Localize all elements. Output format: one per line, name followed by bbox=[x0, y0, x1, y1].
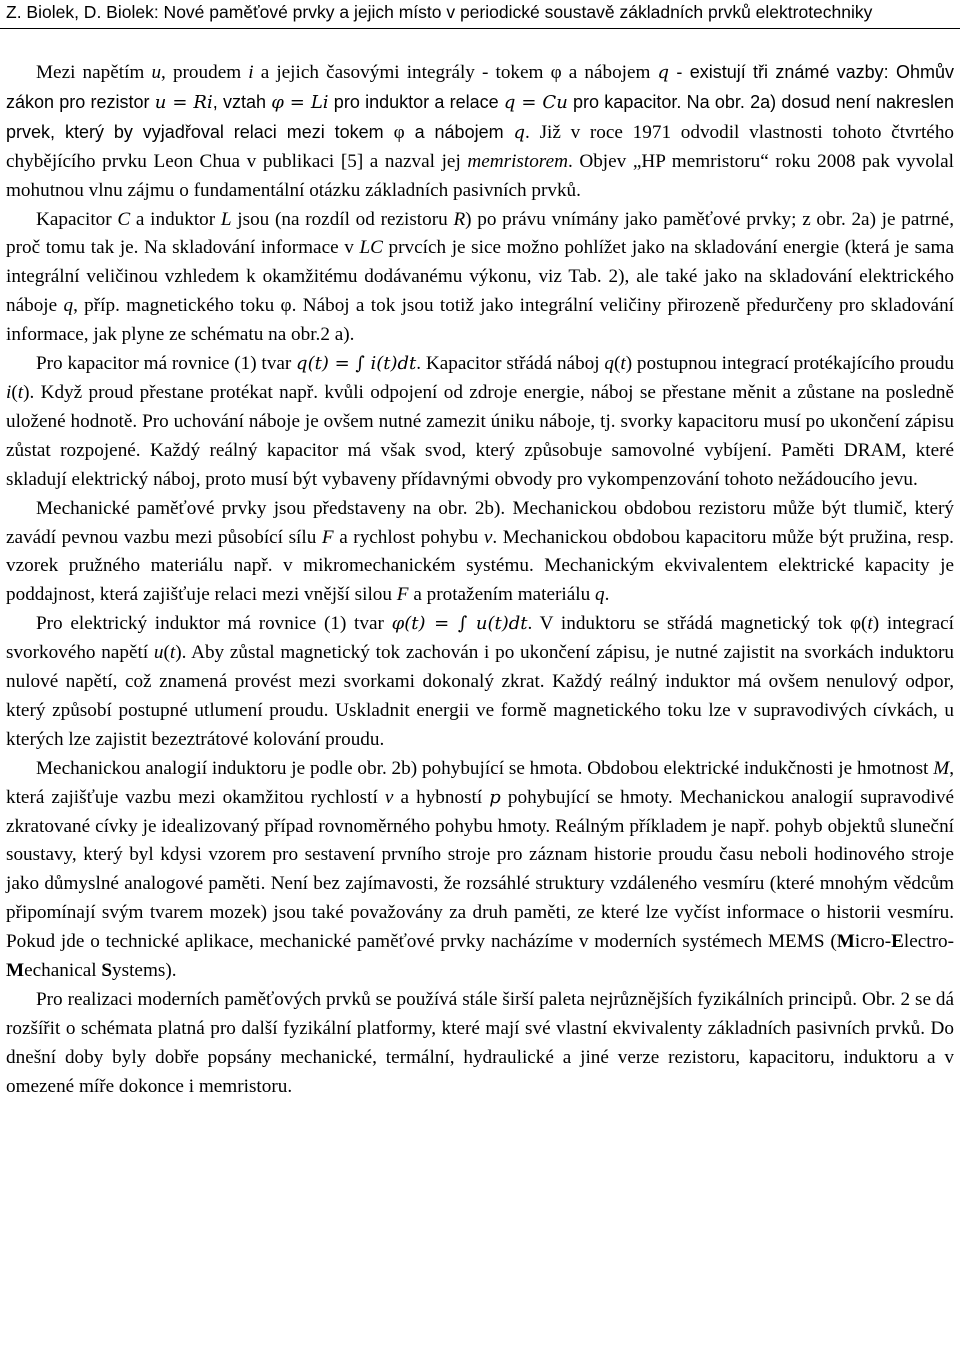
text: a jejich časovými integrály - tokem bbox=[253, 62, 551, 83]
text: ystems). bbox=[112, 960, 177, 982]
text: a nábojem bbox=[561, 62, 658, 83]
symbol-phi: φ bbox=[550, 62, 562, 83]
text: , která zajišťuje vazbu mezi okamžitou rychlostí bbox=[6, 757, 954, 808]
text: , příp. magnetického toku bbox=[73, 295, 281, 317]
text: pro induktor a relace bbox=[328, 91, 504, 112]
text: Kapacitor bbox=[36, 208, 118, 230]
text: ( bbox=[11, 381, 18, 403]
paragraph-mechanical-inductor bbox=[6, 755, 954, 986]
symbol-LC: LC bbox=[359, 237, 383, 259]
text: , vztah bbox=[212, 91, 272, 112]
text: ). Když proud přestane protékat např. kvůli odpojení od zdroje energie, náboj se přestane měnit a zůstane na posledně uložené hodnotě. Pro uchování náboje je ovšem nutné zamezit úniku náboje, tj. svorky kapacitoru musí po ukončení zápisu zůstat rozpojené. Každý reálný kapacitor má však svod, který způsobuje samovolné vybíjení. Paměti DRAM, které skladují elektrický náboj, proto musí být vybaveny přídavnými obvody pro vykompenzování tohoto nežádoucího jevu. bbox=[6, 381, 954, 490]
symbol-M: M bbox=[933, 757, 950, 779]
text: . bbox=[604, 584, 610, 606]
paragraph-inductor bbox=[6, 610, 954, 755]
symbol-u: u bbox=[151, 62, 162, 83]
paragraph-memory-elements bbox=[6, 206, 954, 351]
text: ) postupnou integrací protékajícího proudu bbox=[625, 353, 955, 375]
symbol-F: F bbox=[321, 526, 334, 548]
text: a induktor bbox=[130, 208, 221, 230]
symbol-q: q bbox=[63, 295, 74, 317]
symbol-v: v bbox=[483, 526, 493, 548]
symbol-R: R bbox=[453, 208, 466, 230]
acronym-letter: S bbox=[101, 960, 113, 982]
equation-capacitor: q = Cu bbox=[503, 91, 568, 113]
text: lectro- bbox=[903, 931, 954, 953]
symbol-phi: φ bbox=[849, 613, 862, 635]
symbol-t: t bbox=[169, 642, 176, 664]
text: a rychlost pohybu bbox=[333, 526, 484, 548]
text: jsou (na rozdíl od rezistoru bbox=[231, 208, 454, 230]
header-rule bbox=[0, 28, 960, 29]
text: ( bbox=[861, 613, 868, 635]
text: a hybností bbox=[393, 786, 490, 808]
running-header: Z. Biolek, D. Biolek: Nové paměťové prvky a jejich místo v periodické soustavě základních prvků elektrotechniky bbox=[6, 2, 873, 22]
text: , proudem bbox=[161, 62, 249, 83]
text: a nábojem bbox=[404, 121, 514, 142]
term-memristor: memristorem bbox=[467, 150, 568, 172]
symbol-F: F bbox=[396, 584, 409, 606]
symbol-u: u bbox=[153, 642, 164, 664]
text: ( bbox=[614, 353, 621, 375]
symbol-C: C bbox=[117, 208, 131, 230]
body-text bbox=[6, 58, 954, 1102]
symbol-i: i bbox=[248, 62, 254, 83]
paragraph-physical-principles bbox=[6, 986, 954, 1102]
text: pohybující se hmoty. Mechanickou analogií supravodivé zkratované cívky je idealizovaný případ rovnoměrného pohybu hmoty. Reálným příkladem je např. pohyb objektů sluneční soustavy, který byl kdysi vzorem pro sestavení prvního stroje pro záznam historie proudu času neboli hodinového stroje jako důmyslné analogové paměti. Není bez zajímavosti, že rozsáhlé struktury vzdáleného vesmíru (které mnohým vědcům připomínají svým tvarem mozek) jsou také považovány za druh paměti, ze které lze vyčíst informace o historii vesmíru. Pokud jde o technické aplikace, mechanické paměťové prvky nacházíme v moderních systémech MEMS ( bbox=[6, 786, 954, 953]
text: Pro realizaci moderních paměťových prvků se používá stále širší paleta nejrůznějších fyzikálních principů. Obr. 2 se dá rozšířit o schémata platná pro další fyzikální platformy, které mají své vlastní ekvivalenty základních pasivních prvků. Do dnešní doby byly dobře popsány mechanické, termální, hydraulické a jiné verze rezistoru, kapacitoru, induktoru a v omezené míře dokonce i memristoru. bbox=[6, 989, 954, 1097]
text: Pro kapacitor má rovnice (1) tvar bbox=[36, 353, 297, 375]
symbol-q: q bbox=[513, 121, 526, 143]
text: pro kapacitor. Na obr. 2a) dosud není nakreslen prvek, který by vyjadřoval relaci mezi tokem bbox=[6, 91, 954, 142]
symbol-t: t bbox=[620, 353, 626, 375]
text: a protažením materiálu bbox=[408, 584, 595, 606]
symbol-phi: φ bbox=[280, 295, 292, 317]
equation-inductor: φ = Li bbox=[271, 91, 329, 113]
text: prvcích je sice možno pohlížet jako na skladování energie (která je sama integrální veličinou vzhledem k okamžitému dodávanému výkonu, viz Tab. 2), ale také jako na skladování elektrického náboje bbox=[6, 237, 954, 317]
text: . Již v roce 1971 odvodil vlastnosti tohoto čtvrtého chybějícího prvku Leon Chua v publikaci [5] a nazval jej bbox=[6, 121, 955, 172]
text: icro- bbox=[854, 931, 892, 953]
acronym-letter: M bbox=[836, 931, 855, 953]
symbol-v: v bbox=[384, 786, 394, 808]
paragraph-mechanical bbox=[6, 495, 954, 611]
symbol-L: L bbox=[220, 208, 232, 230]
symbol-q: q bbox=[657, 62, 670, 83]
text: ( bbox=[163, 642, 170, 664]
paragraph-capacitor bbox=[6, 350, 954, 495]
symbol-t: t bbox=[867, 613, 873, 635]
text: . V induktoru se střádá magnetický tok bbox=[527, 613, 850, 635]
symbol-q: q bbox=[604, 353, 614, 375]
text: Mechanické paměťové prvky jsou představeny na obr. 2b). Mechanickou obdobou rezistoru může být tlumič, který zavádí pevnou vazbu mezi působící sílu bbox=[6, 497, 954, 548]
equation-ohm: u = Ri bbox=[154, 91, 213, 113]
acronym-letter: M bbox=[6, 960, 25, 982]
text: Mezi napětím bbox=[36, 62, 152, 83]
text: Mechanickou analogií induktoru je podle obr. 2b) pohybující se hmota. Obdobou elektrické indukčnosti je hmotnost bbox=[36, 757, 934, 779]
equation-inductor-integral: φ(t) = ∫ u(t)dt bbox=[391, 613, 528, 635]
text: . Náboj a tok jsou totiž jako integrální veličiny přirozeně předurčeny pro skladování informace, jak plyne ze schématu na obr.2 a). bbox=[6, 295, 954, 346]
text: ) integrací svorkového napětí bbox=[6, 613, 954, 664]
symbol-p: p bbox=[489, 786, 501, 808]
paragraph-memristor-intro bbox=[6, 58, 954, 206]
symbol-t: t bbox=[17, 381, 24, 403]
acronym-letter: E bbox=[891, 931, 904, 953]
text: . Mechanickou obdobou kapacitoru může být pružina, resp. vzorek pružného materiálu např. v mikromechanickém systému. Mechanickým ekvivalentem elektrické kapacity je poddajnost, která zajišťuje relaci mezi vnější silou bbox=[6, 526, 954, 606]
text: . Kapacitor střádá náboj bbox=[416, 353, 605, 375]
text: . Objev „HP memristoru“ roku 2008 pak vyvolal mohutnou vlnu zájmu o fundamentální otázku základních pasivních prvků. bbox=[6, 150, 954, 201]
text: Pro elektrický induktor má rovnice (1) tvar bbox=[36, 613, 392, 635]
equation-capacitor-integral: q(t) = ∫ i(t)dt bbox=[296, 353, 417, 375]
text: ). Aby zůstal magnetický tok zachován i po ukončení zápisu, je nutné zajistit na svorkách induktoru nulové napětí, což znamená provést mezi svorkami dokonalý zkrat. Každý reálný induktor má ovšem nenulový odpor, který způsobí postupné utlumení proudu. Uskladnit energii ve formě magnetického toku lze v supravodivých cívkách, u kterých lze zajistit bezeztrátové kolování proudu. bbox=[6, 642, 954, 750]
text: ) po právu vnímány jako paměťové prvky; z obr. 2a) je patrné, proč tomu tak je. Na skladování informace v bbox=[6, 208, 954, 259]
symbol-i: i bbox=[6, 381, 12, 403]
text: - existují tři známé vazby: Ohmův zákon pro rezistor bbox=[6, 62, 955, 112]
text: echanical bbox=[24, 960, 102, 982]
symbol-phi: φ bbox=[393, 121, 405, 143]
symbol-q: q bbox=[594, 584, 605, 606]
